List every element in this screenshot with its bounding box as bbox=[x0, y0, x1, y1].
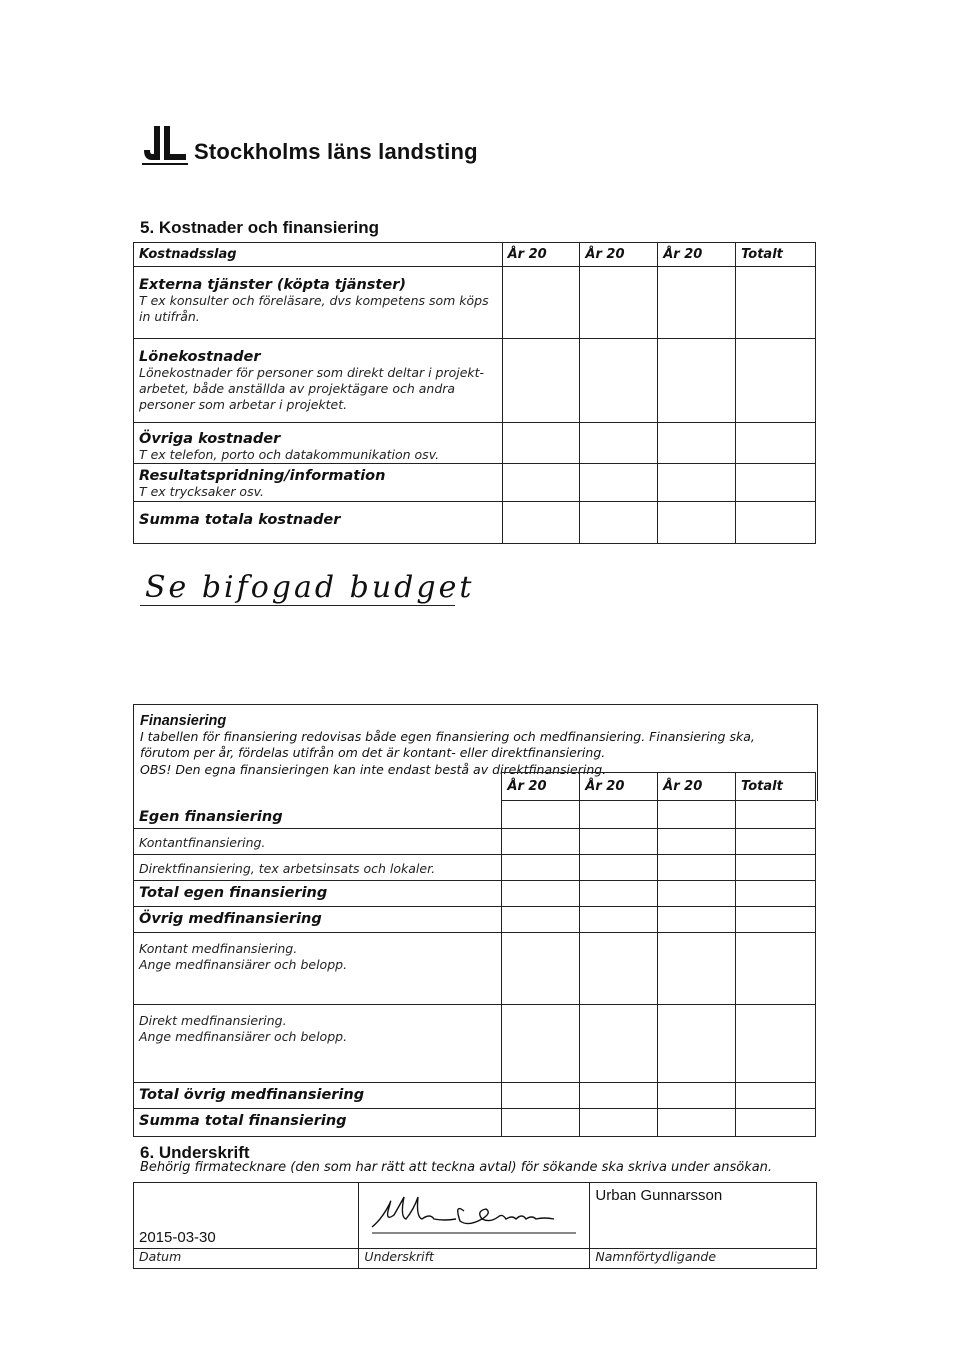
cost-cell[interactable] bbox=[736, 464, 816, 502]
costs-section-title: 5. Kostnader och finansiering bbox=[140, 218, 379, 237]
org-name: Stockholms läns landsting bbox=[194, 139, 478, 164]
fin-cell[interactable] bbox=[580, 881, 658, 907]
other-total-label: Total övrig medfinansiering bbox=[139, 1087, 365, 1103]
col-year-3: År 20 bbox=[658, 243, 736, 267]
own-cash-label: Kontantfinansiering. bbox=[139, 835, 266, 850]
fin-cell[interactable] bbox=[736, 829, 816, 855]
signature-date-value: 2015-03-30 bbox=[139, 1229, 216, 1246]
financing-intro-2: OBS! Den egna finansieringen kan inte endast bestå av direktfinansiering. bbox=[140, 762, 607, 777]
fin-row-other-cash bbox=[134, 933, 816, 1005]
name-clarification-label: Namnförtydligande bbox=[595, 1249, 717, 1264]
cost-sum-label: Summa totala kostnader bbox=[139, 512, 341, 528]
financing-sum-label: Summa total finansiering bbox=[139, 1113, 347, 1129]
fin-row-other-title bbox=[134, 907, 816, 933]
fin-row-own-title bbox=[134, 801, 816, 829]
fin-cell[interactable] bbox=[658, 1109, 736, 1137]
fin-cell[interactable] bbox=[502, 1109, 580, 1137]
own-total-label: Total egen finansiering bbox=[139, 885, 328, 901]
costs-header-row bbox=[134, 243, 816, 267]
fin-row-own-total bbox=[134, 881, 816, 907]
cost-row-label bbox=[134, 339, 503, 423]
fin-cell[interactable] bbox=[736, 1083, 816, 1109]
costs-table bbox=[133, 242, 816, 544]
cost-row-sum bbox=[134, 502, 816, 544]
handwritten-signature-icon bbox=[364, 1189, 584, 1239]
cost-cell[interactable] bbox=[658, 423, 736, 464]
fin-cell[interactable] bbox=[736, 1109, 816, 1137]
cost-cell[interactable] bbox=[580, 423, 658, 464]
cost-cell[interactable] bbox=[736, 267, 816, 339]
financing-header-row bbox=[134, 773, 816, 801]
fin-cell[interactable] bbox=[502, 855, 580, 881]
cost-row-dissemination bbox=[134, 464, 816, 502]
cost-row-title: Övriga kostnader bbox=[139, 431, 281, 447]
fin-cell[interactable] bbox=[736, 1005, 816, 1083]
fin-cell[interactable] bbox=[658, 829, 736, 855]
fin-cell[interactable] bbox=[736, 855, 816, 881]
fin-cell[interactable] bbox=[658, 855, 736, 881]
signature-table bbox=[133, 1182, 817, 1269]
cost-cell[interactable] bbox=[736, 502, 816, 544]
other-direct-label: Direkt medfinansiering. bbox=[139, 1013, 287, 1028]
cost-cell[interactable] bbox=[658, 267, 736, 339]
cost-cell[interactable] bbox=[736, 339, 816, 423]
cost-row-title: Externa tjänster (köpta tjänster) bbox=[139, 277, 406, 293]
cost-row-label bbox=[134, 423, 503, 464]
col-total: Totalt bbox=[736, 243, 816, 267]
fin-cell[interactable] bbox=[580, 1083, 658, 1109]
cost-row-title: Resultatspridning/information bbox=[139, 468, 386, 484]
col-kostnadsslag: Kostnadsslag bbox=[134, 243, 503, 267]
cost-cell[interactable] bbox=[580, 502, 658, 544]
other-cash-hint: Ange medfinansiärer och belopp. bbox=[139, 957, 348, 972]
fin-row-other-direct bbox=[134, 1005, 816, 1083]
handwritten-note: Se bifogad budget bbox=[145, 570, 475, 605]
sll-logo-icon bbox=[140, 120, 190, 166]
financing-title: Finansiering bbox=[140, 713, 227, 729]
cost-cell[interactable] bbox=[580, 267, 658, 339]
fin-cell[interactable] bbox=[502, 1083, 580, 1109]
fin-cell[interactable] bbox=[502, 829, 580, 855]
fin-cell[interactable] bbox=[580, 1109, 658, 1137]
fin-cell[interactable] bbox=[736, 881, 816, 907]
cost-row-desc: Lönekostnader för personer som direkt deltar i projekt-arbetet, både anställda av projektägare och andra personer som arbetar i projektet. bbox=[139, 365, 485, 412]
col-year-1: År 20 bbox=[502, 243, 580, 267]
cost-cell[interactable] bbox=[658, 464, 736, 502]
cost-row-external bbox=[134, 267, 816, 339]
date-label: Datum bbox=[139, 1249, 182, 1264]
fin-cell[interactable] bbox=[580, 1005, 658, 1083]
cost-row-title: Lönekostnader bbox=[139, 349, 261, 365]
financing-intro-1: I tabellen för finansiering redovisas både egen finansiering och medfinansiering. Finansiering ska, förutom per år, fördelas utifrån om det är kontant- eller direktfinansiering. bbox=[140, 729, 755, 761]
signature-section-title: 6. Underskrift bbox=[140, 1143, 250, 1162]
fin-row-other-total bbox=[134, 1083, 816, 1109]
cost-row-desc: T ex konsulter och föreläsare, dvs kompetens som köps in utifrån. bbox=[139, 293, 489, 324]
cost-row-salary bbox=[134, 339, 816, 423]
fin-cell[interactable] bbox=[736, 933, 816, 1005]
fin-cell[interactable] bbox=[580, 855, 658, 881]
cost-cell[interactable] bbox=[580, 339, 658, 423]
cost-cell[interactable] bbox=[658, 502, 736, 544]
cost-row-other bbox=[134, 423, 816, 464]
cost-cell[interactable] bbox=[580, 464, 658, 502]
fin-cell[interactable] bbox=[658, 1005, 736, 1083]
signature-name-value: Urban Gunnarsson bbox=[595, 1187, 723, 1204]
cost-row-desc: T ex telefon, porto och datakommunikation osv. bbox=[139, 447, 440, 462]
other-cash-label: Kontant medfinansiering. bbox=[139, 941, 298, 956]
financing-table bbox=[133, 772, 816, 1137]
cost-cell[interactable] bbox=[502, 464, 580, 502]
signature-label: Underskrift bbox=[364, 1249, 434, 1264]
fin-cell[interactable] bbox=[502, 1005, 580, 1083]
fin-col-year-3: År 20 bbox=[658, 773, 736, 801]
cost-cell[interactable] bbox=[502, 267, 580, 339]
fin-row-sum bbox=[134, 1109, 816, 1137]
cost-cell[interactable] bbox=[502, 339, 580, 423]
cost-row-label bbox=[134, 464, 503, 502]
fin-row-own-cash bbox=[134, 829, 816, 855]
other-direct-hint: Ange medfinansiärer och belopp. bbox=[139, 1029, 348, 1044]
cost-row-desc: T ex trycksaker osv. bbox=[139, 484, 264, 499]
fin-col-total: Totalt bbox=[736, 773, 816, 801]
cost-row-label bbox=[134, 267, 503, 339]
signature-field[interactable] bbox=[359, 1183, 590, 1249]
signature-instruction: Behörig firmatecknare (den som har rätt att teckna avtal) för sökande ska skriva under ansökan. bbox=[140, 1160, 773, 1175]
own-financing-title: Egen finansiering bbox=[139, 808, 283, 825]
fin-row-own-direct bbox=[134, 855, 816, 881]
fin-cell[interactable] bbox=[658, 881, 736, 907]
fin-cell[interactable] bbox=[580, 933, 658, 1005]
own-direct-label: Direktfinansiering, tex arbetsinsats och lokaler. bbox=[139, 861, 436, 876]
fin-cell[interactable] bbox=[502, 881, 580, 907]
cost-cell[interactable] bbox=[736, 423, 816, 464]
cost-cell[interactable] bbox=[658, 339, 736, 423]
cost-cell[interactable] bbox=[502, 502, 580, 544]
fin-col-year-2: År 20 bbox=[580, 773, 658, 801]
fin-cell[interactable] bbox=[502, 933, 580, 1005]
fin-cell[interactable] bbox=[658, 1083, 736, 1109]
other-financing-title: Övrig medfinansiering bbox=[139, 911, 322, 927]
fin-col-year-1: År 20 bbox=[502, 773, 580, 801]
cost-cell[interactable] bbox=[502, 423, 580, 464]
col-year-2: År 20 bbox=[580, 243, 658, 267]
handwritten-underline bbox=[140, 605, 455, 606]
fin-cell[interactable] bbox=[658, 933, 736, 1005]
fin-cell[interactable] bbox=[580, 829, 658, 855]
